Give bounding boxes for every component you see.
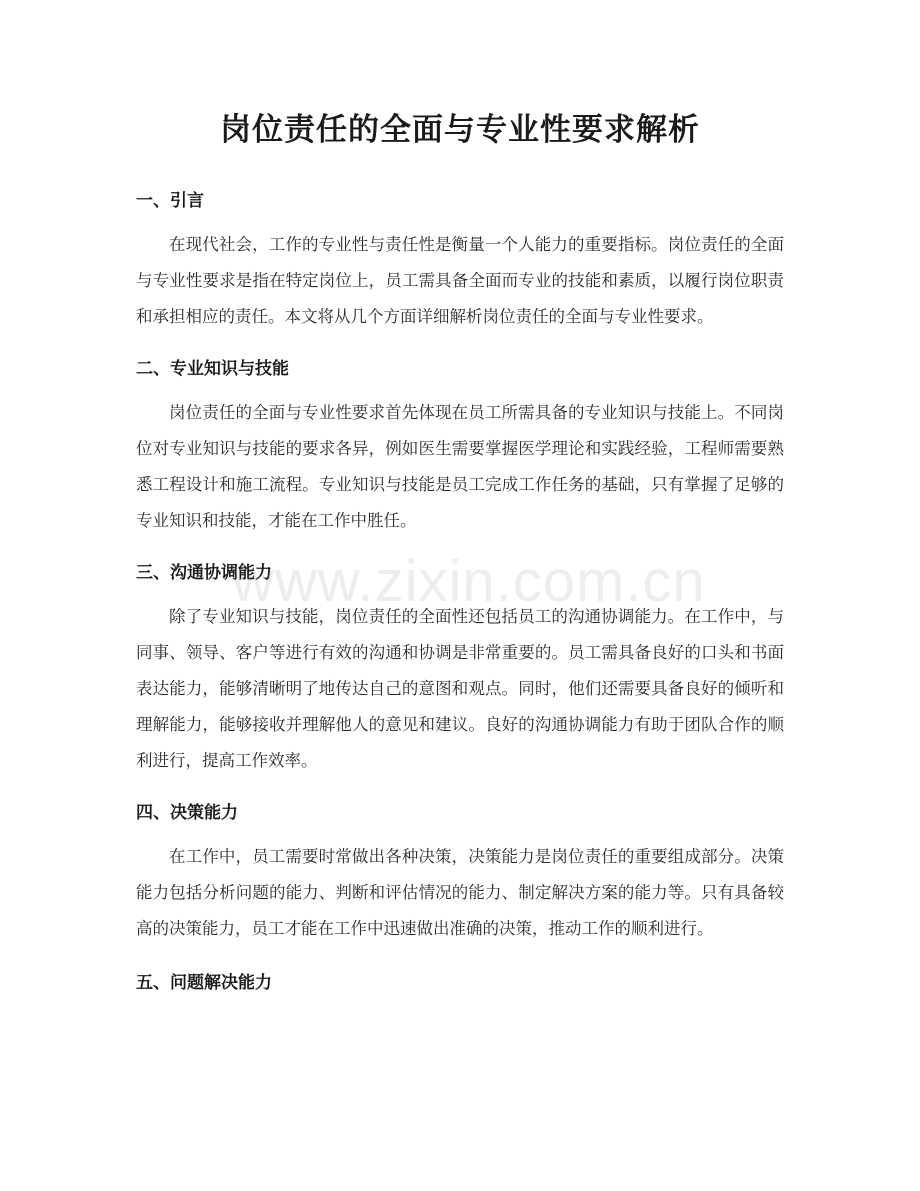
document-title: 岗位责任的全面与专业性要求解析 [220,112,700,148]
paragraph-communication: 除了专业知识与技能，岗位责任的全面性还包括员工的沟通协调能力。在工作中，与同事、领导、客户等进行有效的沟通和协调是非常重要的。员工需具备良好的口头和书面表达能力，能够清晰明了地传达自己的意图和观点。同时，他们还需要具备良好的倾听和理解能力，能够接收并理解他人的意见和建议。良好的沟通协调能力有助于团队合作的顺利进行，提高工作效率。 [136,607,784,770]
section-heading-introduction: 一、引言 [136,191,204,211]
section-heading-problem-solving: 五、问题解决能力 [136,973,272,993]
section-heading-communication: 三、沟通协调能力 [136,563,272,583]
section-heading-decision-making: 四、决策能力 [136,803,238,823]
paragraph-decision-making: 在工作中，员工需要时常做出各种决策，决策能力是岗位责任的重要组成部分。决策能力包括分析问题的能力、判断和评估情况的能力、制定解决方案的能力等。只有具备较高的决策能力，员工才能在工作中迅速做出准确的决策，推动工作的顺利进行。 [136,847,784,938]
paragraph-professional-knowledge: 岗位责任的全面与专业性要求首先体现在员工所需具备的专业知识与技能上。不同岗位对专业知识与技能的要求各异，例如医生需要掌握医学理论和实践经验，工程师需要熟悉工程设计和施工流程。专业知识与技能是员工完成工作任务的基础，只有掌握了足够的专业知识和技能，才能在工作中胜任。 [136,403,784,530]
paragraph-introduction: 在现代社会，工作的专业性与责任性是衡量一个人能力的重要指标。岗位责任的全面与专业性要求是指在特定岗位上，员工需具备全面而专业的技能和素质，以履行岗位职责和承担相应的责任。本文将从几个方面详细解析岗位责任的全面与专业性要求。 [136,235,784,326]
section-heading-professional-knowledge: 二、专业知识与技能 [136,359,289,379]
watermark-text: www.zixin.com.cn [232,549,706,614]
